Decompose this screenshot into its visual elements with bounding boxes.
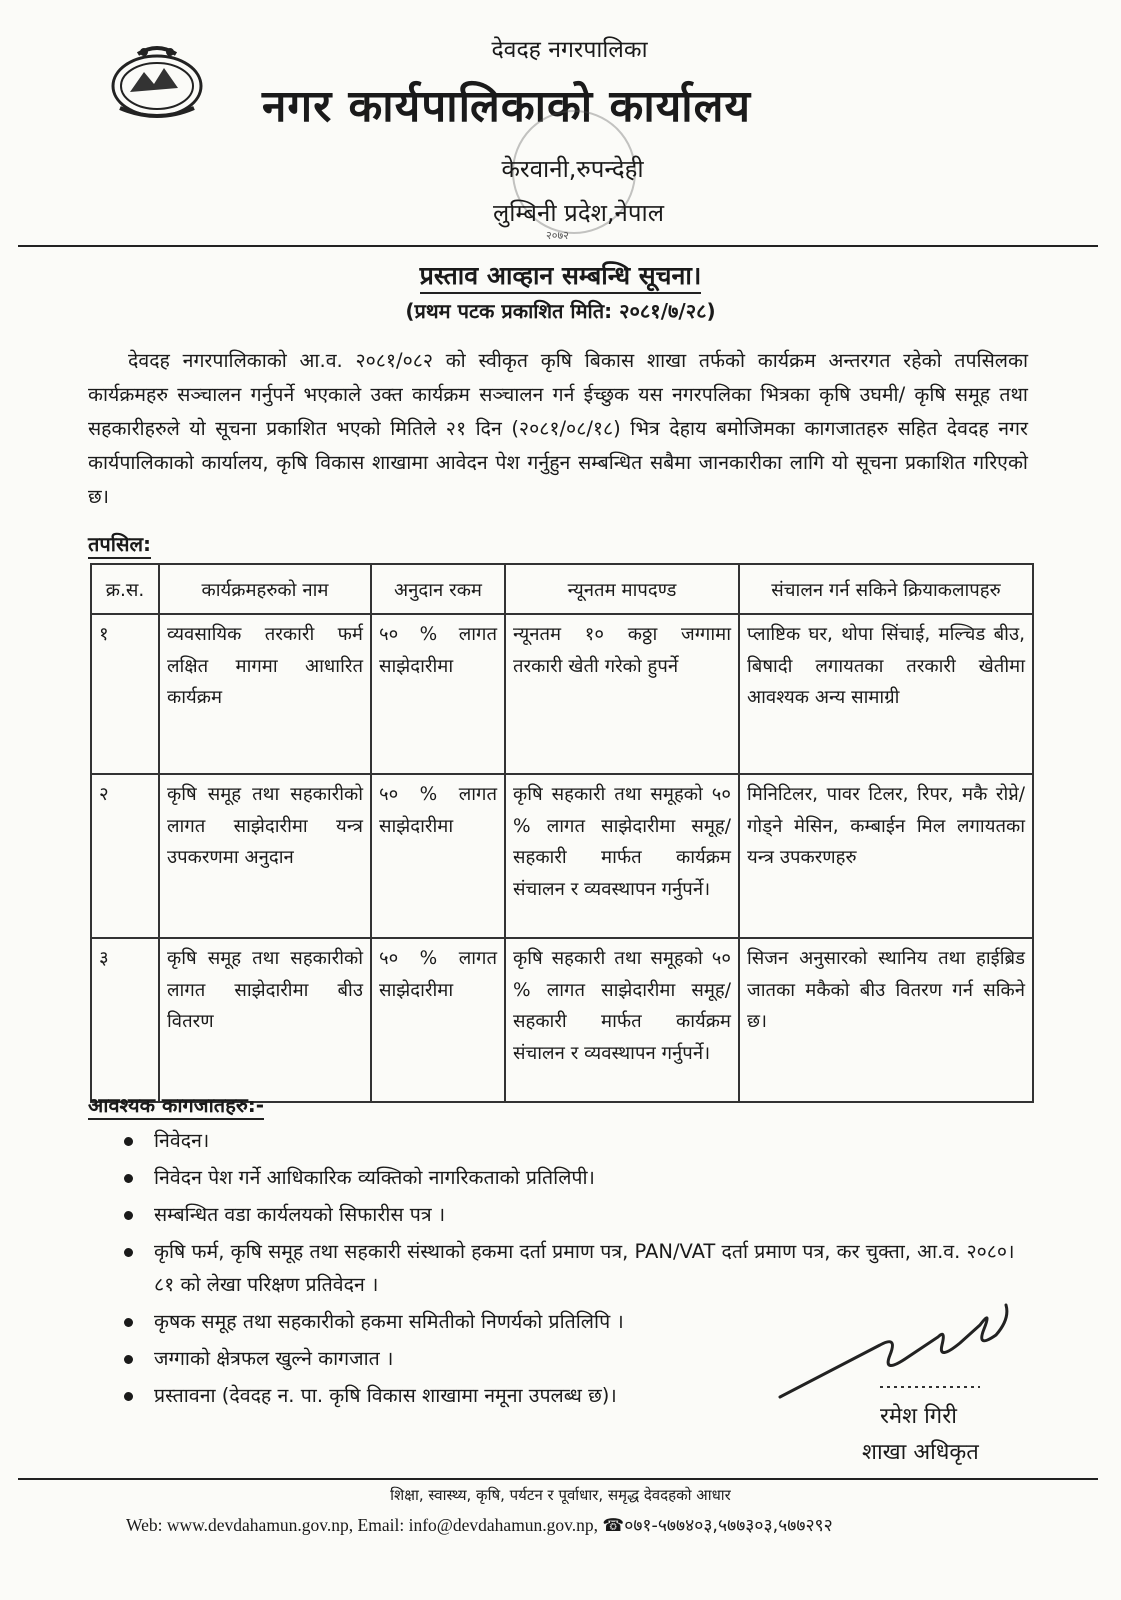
footer-divider [18,1478,1098,1480]
row-activities: सिजन अनुसारको स्थानिय तथा हाईब्रिड जातका मकैको बीउ वितरण गर्न सकिने छ। [739,938,1033,1102]
municipality-name: देवदह नगरपालिका [491,37,648,63]
row-minimum-criteria: कृषि सहकारी तथा समूहको ५० % लागत साझेदारीमा समूह/सहकारी मार्फत कार्यक्रम संचालन र व्यवस्थापन गर्नुपर्ने। [505,938,739,1102]
row-serial: १ [91,614,159,774]
header-divider [18,245,1098,247]
row-grant-amount: ५० % लागत साझेदारीमा [371,774,505,938]
row-activities: मिनिटिलर, पावर टिलर, रिपर, मकै रोप्ने/गोड्ने मेसिन, कम्बाईन मिल लगायतका यन्त्र उपकरणहरु [739,774,1033,938]
header-grant-amount: अनुदान रकम [371,564,505,614]
list-item: जग्गाको क्षेत्रफल खुल्ने कागजात । [88,1342,1028,1375]
table-row [91,614,1033,774]
stamp-year: २०७२ [546,229,569,242]
header-activities: संचालन गर्न सकिने क्रियाकलापहरु [739,564,1033,614]
list-item: प्रस्तावना (देवदह न. पा. कृषि विकास शाखामा नमूना उपलब्ध छ)। [88,1379,1028,1412]
footer-contact [126,1513,833,1537]
table-header-row [91,564,1033,614]
required-documents-heading: आवश्यक कागजातहरु:- [88,1092,264,1120]
row-serial: २ [91,774,159,938]
row-grant-amount: ५० % लागत साझेदारीमा [371,938,505,1102]
notice-subtitle: (प्रथम पटक प्रकाशित मिति: २०८१/७/२८) [405,299,716,323]
address-line-2: लुम्बिनी प्रदेश,नेपाल [493,199,664,227]
header-program-name: कार्यक्रमहरुको नाम [159,564,371,614]
row-program-name: कृषि समूह तथा सहकारीको लागत साझेदारीमा यन्त्र उपकरणमा अनुदान [159,774,371,938]
row-minimum-criteria: कृषि सहकारी तथा समूहको ५० % लागत साझेदारीमा समूह/सहकारी मार्फत कार्यक्रम संचालन र व्यवस्थापन गर्नुपर्ने। [505,774,739,938]
row-activities: प्लाष्टिक घर, थोपा सिंचाई, मल्चिड बीउ, बिषादी लगायतका तरकारी खेतीमा आवश्यक अन्य सामाग्री [739,614,1033,774]
footer-slogan: शिक्षा, स्वास्थ्य, कृषि, पर्यटन र पूर्वाधार, समृद्ध देवदहको आधार [390,1486,731,1504]
address-line-1: केरवानी,रुपन्देही [501,155,644,183]
table-row [91,938,1033,1102]
row-program-name: कृषि समूह तथा सहकारीको लागत साझेदारीमा बीउ वितरण [159,938,371,1102]
notice-title-text: प्रस्ताव आव्हान सम्बन्धि सूचना। [420,261,702,294]
row-minimum-criteria: न्यूनतम १० कठ्ठा जग्गामा तरकारी खेती गरेको हुपर्ने [505,614,739,774]
list-item: कृषक समूह तथा सहकारीको हकमा समितीको निणर्यको प्रतिलिपि । [88,1305,1028,1338]
list-item: निवेदन पेश गर्ने आधिकारिक व्यक्तिको नागरिकताको प्रतिलिपी। [88,1161,1028,1194]
header-serial: क्र.स. [91,564,159,614]
list-item: कृषि फर्म, कृषि समूह तथा सहकारी संस्थाको हकमा दर्ता प्रमाण पत्र, PAN/VAT दर्ता प्रमाण पत्र, कर चुक्ता, आ.व. २०८०।८१ को लेखा परिक्षण प्रतिवेदन । [88,1235,1028,1301]
row-serial: ३ [91,938,159,1102]
notice-body: देवदह नगरपालिकाको आ.व. २०८१/०८२ को स्वीकृत कृषि बिकास शाखा तर्फको कार्यक्रम अन्तरगत रहेको तपसिलका कार्यक्रमहरु सञ्चालन गर्नुपर्ने भएकाले उक्त कार्यक्रम सञ्चालन गर्न ईच्छुक यस नगरपलिका भित्रका कृषि उघमी/ कृषि समूह तथा सहकारीहरुले यो सूचना प्रकाशित भएको मितिले २१ दिन (२०८१/०८/१८) भित्र देहाय बमोजिमका कागजातहरु सहित देवदह नगर कार्यपालिकाको कार्यालय, कृषि विकास शाखामा आवेदन पेश गर्नुहुन सम्बन्धित सबैमा जानकारीका लागि यो सूचना प्रकाशित गरिएको छ। [88,349,1028,508]
signatory-designation: शाखा अधिकृत [862,1440,979,1465]
row-program-name: व्यवसायिक तरकारी फर्म लक्षित मागमा आधारित कार्यक्रम [159,614,371,774]
tapasil-label: तपसिल: [88,531,151,559]
list-item: निवेदन। [88,1124,1028,1157]
handwritten-signature [770,1295,1050,1405]
footer-phone: ☎०७१-५७७४०३,५७७३०३,५७७२९२ [602,1516,833,1536]
program-table [90,563,1034,1103]
header-minimum-criteria: न्यूनतम मापदण्ड [505,564,739,614]
row-grant-amount: ५० % लागत साझेदारीमा [371,614,505,774]
footer-web-email: Web: www.devdahamun.gov.np, Email: info@devdahamun.gov.np, [126,1515,599,1535]
list-item: सम्बन्धित वडा कार्यलयको सिफारीस पत्र । [88,1198,1028,1231]
signatory-name: रमेश गिरी [880,1404,957,1429]
notice-title [0,258,1121,292]
table-row [91,774,1033,938]
office-title: नगर कार्यपालिकाको कार्यालय [262,81,751,132]
